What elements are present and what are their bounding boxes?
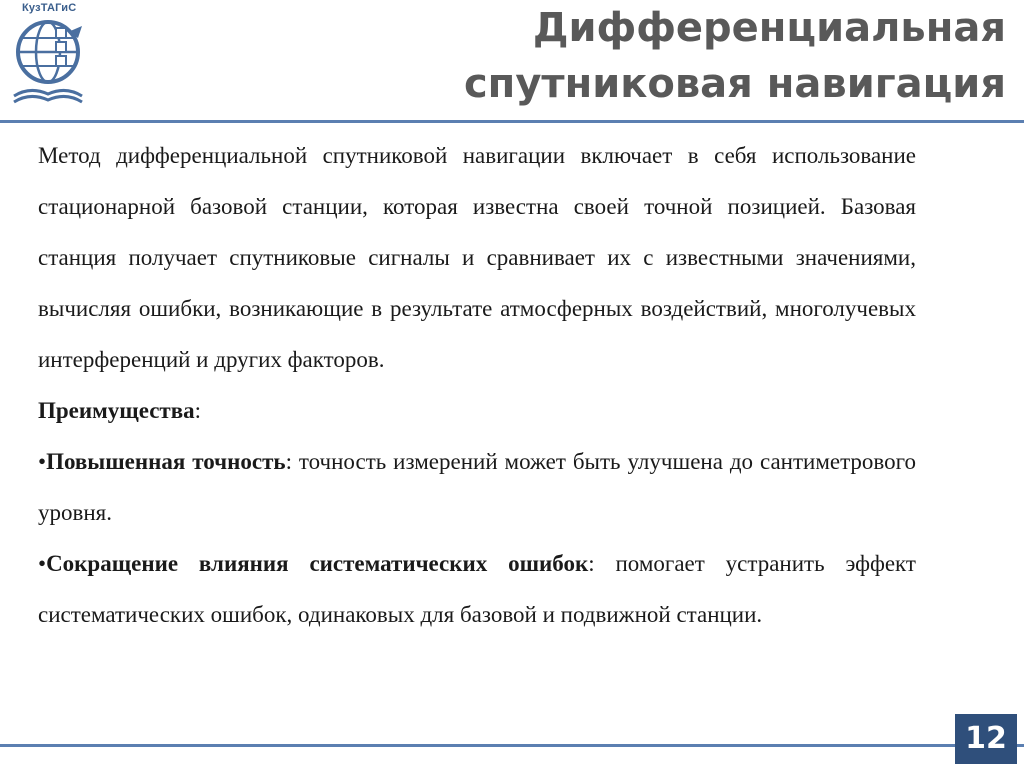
slide-content [38, 130, 916, 640]
intro-paragraph: Метод дифференциальной спутниковой навигации включает в себя использование стационарной базовой станции, которая известна своей точной позицией. Базовая станция получает спутниковые сигналы и сравнивает их с известными значениями, вычисляя ошибки, возникающие в результате атмосферных воздействий, многолучевых интерференций и других факторов. [38, 143, 916, 372]
footer-divider [0, 744, 1024, 747]
bullet-term: Сокращение влияния систематических ошибок [46, 551, 589, 576]
bullet-item [38, 538, 916, 640]
logo-name: КузТАГиС [22, 2, 77, 14]
bullet-text: : точность измерений может быть улучшена до сантиметрового уровня. [38, 449, 916, 525]
globe-book-icon [8, 2, 92, 108]
bullet-marker: • [38, 551, 47, 576]
advantages-heading-colon: : [194, 398, 202, 423]
advantages-heading [38, 385, 916, 436]
bullet-marker: • [38, 449, 47, 474]
advantages-heading-text: Преимущества [38, 398, 195, 423]
bullet-text: : помогает устранить эффект систематических ошибок, одинаковых для базовой и подвижной станции. [38, 551, 916, 627]
page-number-badge: 12 [955, 714, 1017, 764]
header-divider [0, 120, 1024, 123]
bullet-term: Повышенная точность [46, 449, 286, 474]
bullet-item [38, 436, 916, 538]
slide-title: Дифференциальная спутниковая навигация [463, 5, 1006, 107]
kuztagis-logo [8, 2, 92, 108]
